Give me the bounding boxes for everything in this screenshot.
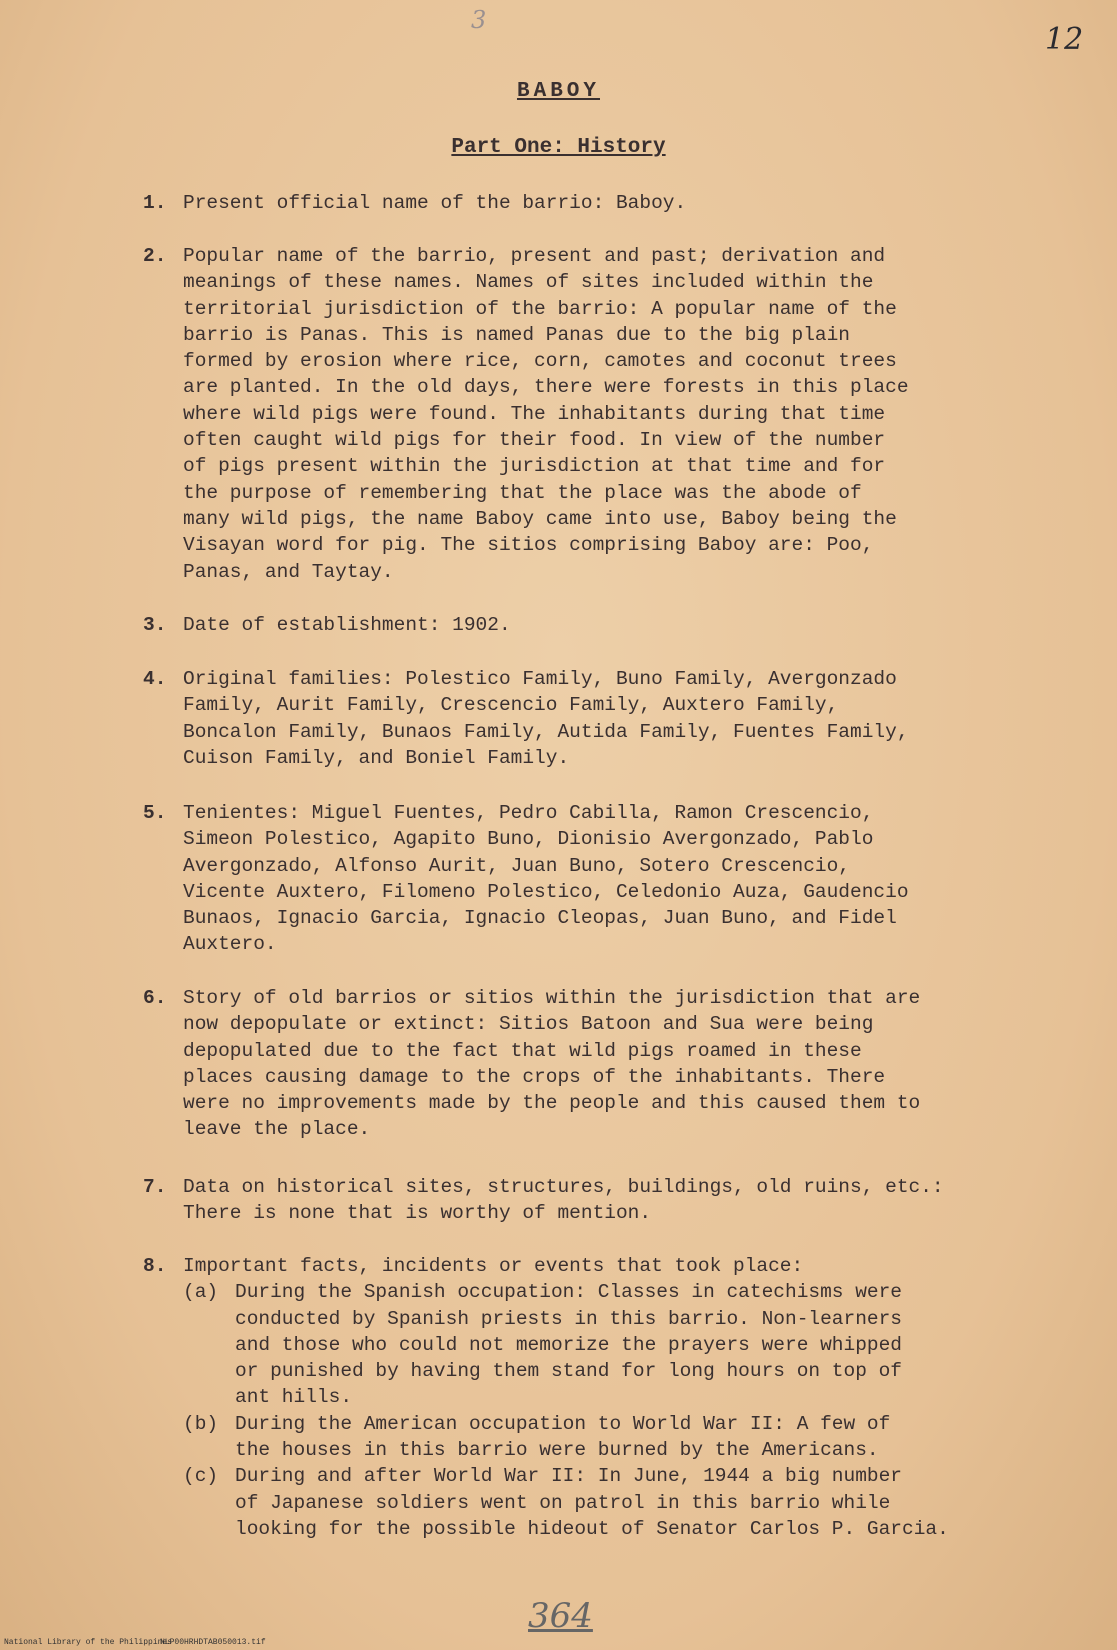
item-text: Original families: Polestico Family, Buno Family, Avergonzado Family, Aurit Family, Crescencio Family, Auxtero Family, Boncalon Family, Bunaos Family, Autida Family, Fuentes Family, Cuison Family, and Boniel Family. (183, 668, 909, 769)
item-number: 8. (143, 1255, 167, 1277)
item-number: 4. (143, 668, 167, 690)
section-heading: Part One: History (451, 136, 666, 159)
sub-item-text: During the Spanish occupation: Classes in catechisms were conducted by Spanish priests in this barrio. Non-learners and those who could not memorize the prayers were whipped or punished by having them stand for long hours on top of ant hills. (235, 1281, 903, 1409)
handwritten-page-number: 364 (528, 1596, 593, 1636)
item-number: 5. (143, 802, 167, 824)
item-text: Date of establishment: 1902. (183, 614, 511, 636)
document-title: BABOY (516, 80, 600, 103)
item-number: 2. (143, 245, 167, 267)
item-text: Present official name of the barrio: Baboy. (183, 192, 687, 214)
sub-item-b (183, 1411, 1023, 1464)
item-text: Story of old barrios or sitios within the jurisdiction that are now depopulate or extinct: Sitios Batoon and Sua were being depopulated due to the fact that wild pigs roamed in these places causing damage to the crops of the inhabitants. There were no improvements made by the people and this caused them to leave the place. (183, 987, 921, 1141)
list-item-8 (143, 1253, 1023, 1542)
list-item-2 (143, 243, 1023, 585)
item-text: Tenientes: Miguel Fuentes, Pedro Cabilla, Ramon Crescencio, Simeon Polestico, Agapito Buno, Dionisio Avergonzado, Pablo Avergonzado, Alfonso Aurit, Juan Buno, Sotero Crescencio, Vicente Auxtero, Filomeno Polestico, Celedonio Auza, Gaudencio Bunaos, Ignacio Garcia, Ignacio Cleopas, Juan Buno, and Fidel Auxtero. (183, 802, 909, 956)
sub-item-c (183, 1463, 1023, 1542)
handwritten-corner-number: 12 (1045, 22, 1084, 57)
item-number: 7. (143, 1176, 167, 1198)
sub-item-a (183, 1279, 1023, 1410)
list-item-1 (143, 190, 1023, 216)
list-item-5 (143, 800, 1023, 958)
handwritten-page-mark: 3 (471, 6, 487, 34)
sub-item-mark: (a) (183, 1281, 219, 1304)
sub-item-text: During the American occupation to World War II: A few of the houses in this barrio were burned by the Americans. (235, 1412, 891, 1462)
list-item-3 (143, 612, 1023, 638)
list-item-6 (143, 985, 1023, 1143)
sub-item-mark: (b) (183, 1412, 219, 1435)
item-number: 1. (143, 192, 167, 214)
item-text: Data on historical sites, structures, buildings, old ruins, etc.: There is none that is worthy of mention. (183, 1176, 944, 1225)
item-text: Popular name of the barrio, present and past; derivation and meanings of these names. Names of sites included within the territorial jurisdiction of the barrio: A popular name of the barrio is Panas. This is named Panas due to the big plain formed by erosion where rice, corn, camotes and coconut trees are planted. In the old days, there were forests in this place where wild pigs were found. The inhabitants during that time often caught wild pigs for their food. In view of the number of pigs present within the jurisdiction at that time and for the purpose of remembering that the place was the abode of many wild pigs, the name Baboy came into use, Baboy being the Visayan word for pig. The sitios comprising Baboy are: Poo, Panas, and Taytay. (183, 245, 909, 583)
list-item-7 (143, 1174, 1023, 1227)
item-number: 6. (143, 987, 167, 1009)
list-item-4 (143, 666, 1023, 771)
item-number: 3. (143, 614, 167, 636)
sub-item-mark: (c) (183, 1465, 219, 1488)
item-text: Important facts, incidents or events that took place: (183, 1255, 804, 1277)
sub-item-text: During and after World War II: In June, 1944 a big number of Japanese soldiers went on patrol in this barrio while looking for the possible hideout of Senator Carlos P. Garcia. (235, 1465, 949, 1540)
footer-filename: NLP00HRHDTAB050013.tif (160, 1638, 266, 1647)
footer-source: National Library of the Philippines (4, 1638, 173, 1647)
